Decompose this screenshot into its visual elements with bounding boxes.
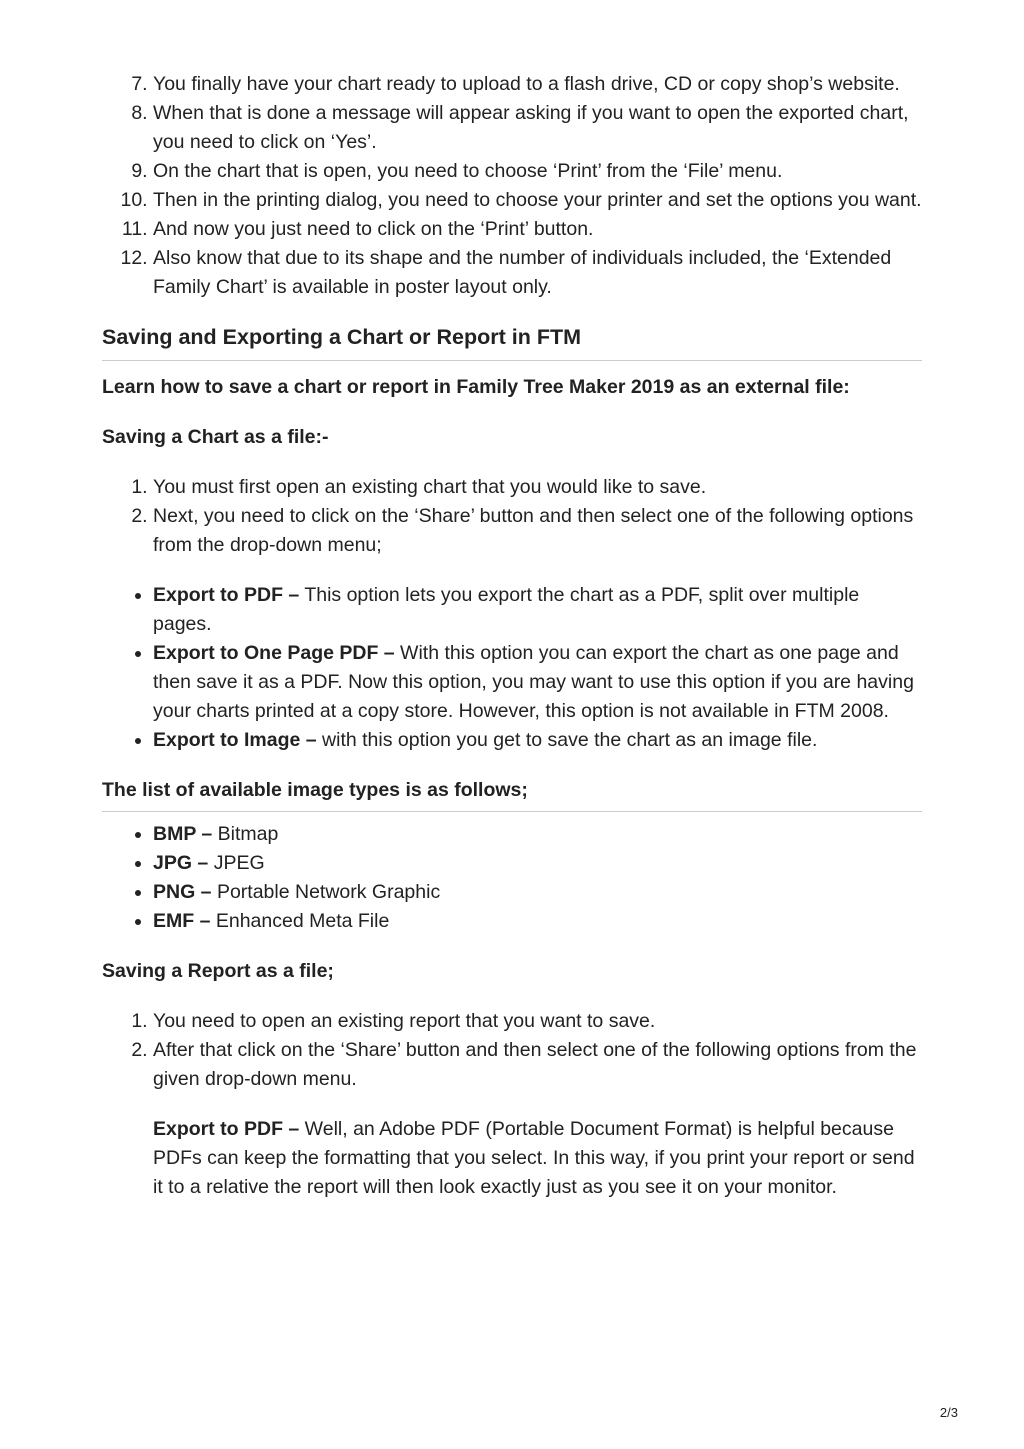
chart-steps-list <box>102 473 922 560</box>
list-item: 11. And now you just need to click on the ‘Print’ button. <box>153 215 922 244</box>
top-numbered-list <box>102 70 922 302</box>
list-item: 8. When that is done a message will appear asking if you want to open the exported chart, you need to click on ‘Yes’. <box>153 99 922 157</box>
type-text: Enhanced Meta File <box>210 910 390 932</box>
option-text: with this option you get to save the chart as an image file. <box>316 729 818 751</box>
list-item <box>153 581 922 639</box>
type-label: JPG – <box>153 852 209 874</box>
option-label: Export to One Page PDF – <box>153 642 395 664</box>
export-label: Export to PDF – <box>153 1118 300 1140</box>
type-text: Portable Network Graphic <box>211 881 441 903</box>
list-item: 2. Next, you need to click on the ‘Share’ button and then select one of the following options from the drop-down menu; <box>153 502 922 560</box>
report-export-paragraph <box>153 1115 922 1202</box>
image-types-list <box>102 820 922 936</box>
list-item <box>153 878 922 907</box>
list-item: 7. You finally have your chart ready to upload to a flash drive, CD or copy shop’s website. <box>153 70 922 99</box>
option-label: Export to Image – <box>153 729 317 751</box>
list-item <box>153 849 922 878</box>
section-heading: Saving and Exporting a Chart or Report in FTM <box>102 322 922 361</box>
option-text: This option lets you export the chart as a PDF, split over multiple pages. <box>153 584 860 635</box>
report-subhead: Saving a Report as a file; <box>102 960 334 982</box>
option-text: With this option you can export the chart as one page and then save it as a PDF. Now this option, you may want to use this option if you are having your charts printed at a copy store. However, this option is not available in FTM 2008. <box>153 642 914 722</box>
image-types-heading: The list of available image types is as follows; <box>102 776 922 812</box>
list-item: 1. You need to open an existing report that you want to save. <box>153 1007 922 1036</box>
list-item: 10. Then in the printing dialog, you need to choose your printer and set the options you want. <box>153 186 922 215</box>
list-item <box>153 726 922 755</box>
type-text: Bitmap <box>212 823 279 845</box>
type-label: BMP – <box>153 823 213 845</box>
list-item: 1. You must first open an existing chart that you would like to save. <box>153 473 922 502</box>
document-page <box>102 70 922 1202</box>
list-item: 12. Also know that due to its shape and the number of individuals included, the ‘Extended Family Chart’ is available in poster layout only. <box>153 244 922 302</box>
type-label: EMF – <box>153 910 211 932</box>
page-number: 2/3 <box>939 1405 958 1420</box>
type-text: JPEG <box>208 852 265 874</box>
type-label: PNG – <box>153 881 212 903</box>
list-item: 2. After that click on the ‘Share’ button and then select one of the following options from the given drop-down menu. <box>153 1036 922 1094</box>
report-steps-list <box>102 1007 922 1094</box>
list-item <box>153 907 922 936</box>
list-item <box>153 820 922 849</box>
export-text: Well, an Adobe PDF (Portable Document Format) is helpful because PDFs can keep the formatting that you select. In this way, if you print your report or send it to a relative the report will then look exactly just as you see it on your monitor. <box>153 1118 915 1198</box>
chart-options-list <box>102 581 922 755</box>
intro-text: Learn how to save a chart or report in Family Tree Maker 2019 as an external file: <box>102 376 850 398</box>
list-item <box>153 639 922 726</box>
list-item: 9. On the chart that is open, you need to choose ‘Print’ from the ‘File’ menu. <box>153 157 922 186</box>
chart-subhead: Saving a Chart as a file:- <box>102 426 329 448</box>
option-label: Export to PDF – <box>153 584 300 606</box>
